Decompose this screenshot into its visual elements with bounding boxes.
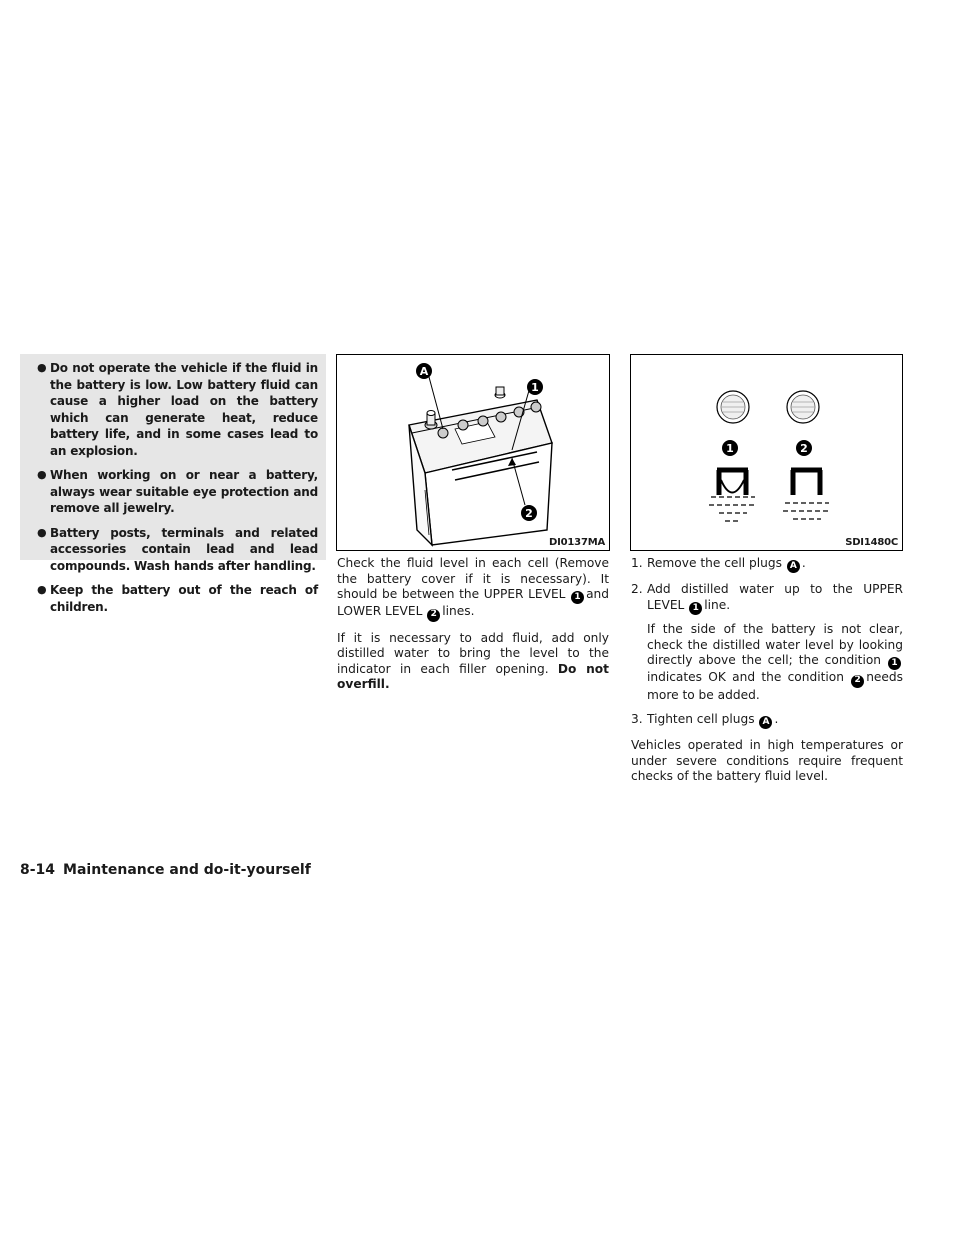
- fluid-check-text: [337, 556, 609, 702]
- step-item: 1. Remove the cell plugs A .: [631, 556, 903, 573]
- bullet-icon: ●: [37, 361, 47, 374]
- warning-item: ● When working on or near a battery, always wear suitable eye protection and remove all jewelry.: [37, 468, 318, 515]
- callout-1-icon: 1: [888, 657, 901, 670]
- paragraph: If it is necessary to add fluid, add only distilled water to bring the level to the indicator in each filler opening. Do not overfill.: [337, 630, 609, 691]
- warning-item: ● Do not operate the vehicle if the fluid in the battery is low. Low battery fluid can cause a higher load on the battery which can generate heat, reduce battery life, and in some cases lead to an explosion.: [37, 361, 318, 458]
- battery-illustration: [337, 355, 609, 550]
- callout-a-icon: A: [759, 716, 772, 729]
- step-item: 2. Add distilled water up to the UPPER LEVEL 1 line. If the side of the battery is not clear, check the distilled water level by looking directly above the cell; the condition 1indicates OK and the condition 2 needs more to be added.: [631, 582, 903, 702]
- callout-1: 1: [726, 442, 734, 455]
- callout-a: A: [419, 365, 429, 378]
- figure-caption: DI0137MA: [549, 537, 605, 548]
- page-number: 8-14: [20, 862, 56, 878]
- warning-box: [20, 354, 326, 614]
- callout-1-icon: 1: [689, 602, 702, 615]
- cell-condition-figure: [630, 354, 903, 551]
- warning-item: ● Keep the battery out of the reach of children.: [37, 583, 318, 614]
- warning-list: [20, 354, 326, 615]
- callout-1: 1: [531, 381, 539, 394]
- callout-a-icon: A: [787, 560, 800, 573]
- steps-list: [631, 556, 903, 729]
- battery-figure: [336, 354, 610, 551]
- callout-2-icon: 2: [851, 675, 864, 688]
- bullet-icon: ●: [37, 468, 47, 481]
- callout-2: 2: [800, 442, 808, 455]
- refill-steps-text: [631, 556, 903, 794]
- paragraph: Check the fluid level in each cell (Remove the battery cover if it is necessary). It should be between the UPPER LEVEL 1 and LOWER LEVEL 2 lines.: [337, 556, 609, 622]
- bullet-icon: ●: [37, 525, 47, 539]
- bullet-icon: ●: [37, 583, 47, 596]
- step-subparagraph: If the side of the battery is not clear, check the distilled water level by looking directly above the cell; the condition 1indicates OK and the condition 2 needs more to be added.: [647, 622, 903, 702]
- callout-1-icon: 1: [571, 591, 584, 604]
- figure-caption: SDI1480C: [845, 537, 898, 548]
- step-item: 3. Tighten cell plugs A .: [631, 712, 903, 729]
- page-footer: [20, 862, 311, 878]
- cell-condition-illustration: [631, 355, 902, 550]
- warning-item: ● Battery posts, terminals and related accessories contain lead and lead compounds. Wash hands after handling.: [37, 525, 318, 573]
- callout-2: 2: [525, 507, 533, 520]
- paragraph: Vehicles operated in high temperatures or under severe conditions require frequent checks of the battery fluid level.: [631, 738, 903, 784]
- callout-2-icon: 2: [427, 609, 440, 622]
- overfill-warning: Do not overfill.: [337, 661, 609, 691]
- section-title: Maintenance and do-it-yourself: [63, 862, 311, 878]
